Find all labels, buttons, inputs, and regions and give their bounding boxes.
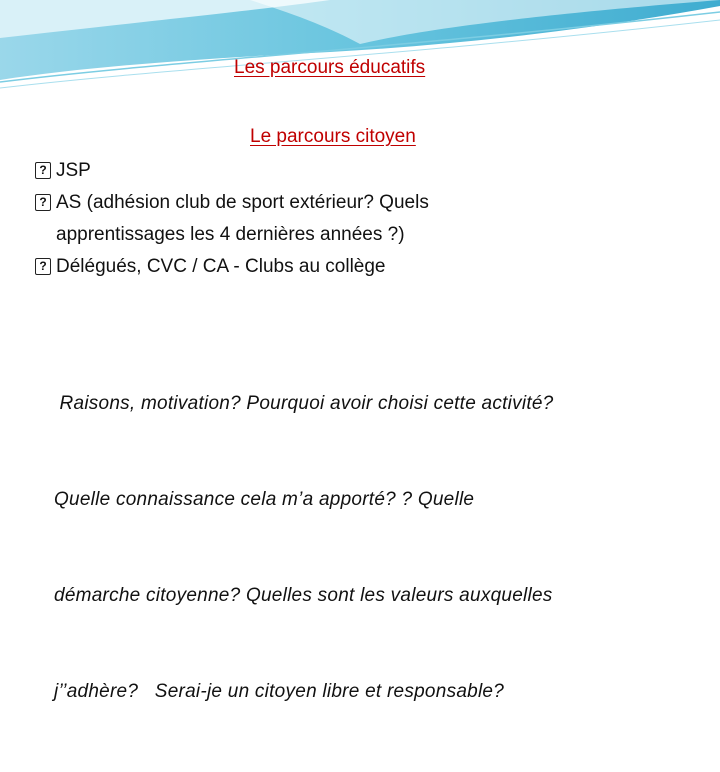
question-line: démarche citoyenne? Quelles sont les valeurs auxquelles (54, 585, 553, 606)
question-line: j’’adhère? Serai-je un citoyen libre et responsable? (54, 681, 505, 702)
bullet-text: JSP (56, 160, 91, 181)
missing-glyph-icon: ? (35, 258, 51, 275)
decorative-wave-header (0, 0, 720, 110)
missing-glyph-icon: ? (35, 162, 51, 179)
missing-glyph-icon: ? (35, 194, 51, 211)
questions-block (54, 324, 684, 772)
bullet-text: Délégués, CVC / CA - Clubs au collège (56, 256, 386, 277)
slide-subtitle: Le parcours citoyen (250, 126, 416, 147)
slide-title: Les parcours éducatifs (234, 57, 426, 78)
bullet-item-as (34, 187, 674, 219)
question-line: Raisons, motivation? Pourquoi avoir choisi cette activité? (54, 393, 554, 414)
bullet-item-delegues (34, 251, 674, 283)
question-line: Quelle connaissance cela m’a apporté? ? Quelle (54, 489, 475, 510)
bullet-continuation: apprentissages les 4 dernières années ?) (56, 224, 405, 245)
bullet-item-jsp (34, 155, 674, 187)
bullet-list (34, 155, 674, 283)
bullet-text: AS (adhésion club de sport extérieur? Quels (56, 192, 429, 213)
